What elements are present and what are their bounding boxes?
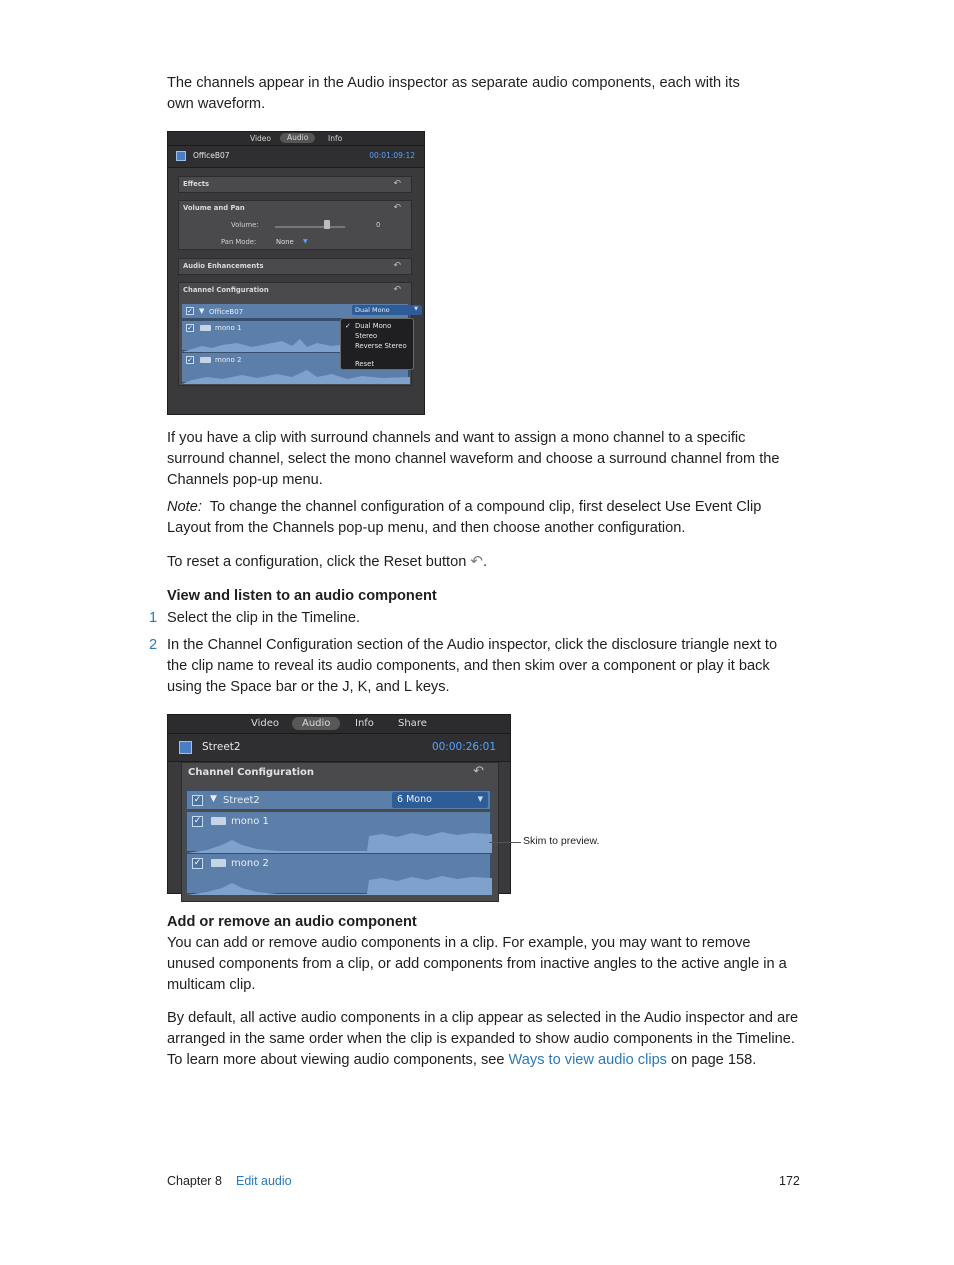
disclosure-triangle-icon[interactable]: ▼ <box>210 794 217 804</box>
component-clip-name: Street2 <box>223 795 260 806</box>
clip-icon <box>179 741 192 754</box>
channels-popup-menu[interactable] <box>340 318 414 370</box>
component-name: mono 1 <box>215 324 242 332</box>
surround-paragraph: If you have a clip with surround channels and want to assign a mono channel to a specific surround channel, select the mono channel waveform and choose a surround channel from the Channels pop-up menu. <box>167 430 780 488</box>
clip-timecode: 00:01:09:12 <box>369 151 415 160</box>
inspector-header <box>168 146 424 168</box>
section-heading: View and listen to an audio component <box>167 588 437 604</box>
reset-icon[interactable]: ↶ <box>473 764 484 779</box>
waveform[interactable] <box>187 854 492 895</box>
page-number: 172 <box>779 1174 800 1188</box>
checkbox-icon[interactable]: ✓ <box>187 356 193 364</box>
checkmark-icon: ✓ <box>345 322 351 330</box>
reset-icon: ↶ <box>470 553 483 570</box>
volume-pan-section[interactable] <box>178 200 412 250</box>
channels-popup-button[interactable] <box>352 305 422 315</box>
mono-component-row[interactable] <box>186 811 491 852</box>
menu-item-dual-mono[interactable]: Dual Mono <box>355 322 392 330</box>
channel-configuration-screenshot <box>167 714 511 894</box>
checkbox-icon[interactable]: ✓ <box>187 324 193 332</box>
step-text: Select the clip in the Timeline. <box>167 610 361 626</box>
effects-section[interactable] <box>178 176 412 193</box>
add-remove-paragraph: You can add or remove audio components in a clip. For example, you may want to remove unused components from a clip, or add components from inactive angles to the active angle in a multicam clip. <box>167 935 787 993</box>
tab-video[interactable]: Video <box>251 718 280 729</box>
volume-label: Volume: <box>231 221 259 229</box>
section-title: Effects <box>183 180 210 188</box>
audio-inspector-screenshot <box>167 131 425 415</box>
pan-mode-label: Pan Mode: <box>221 238 257 246</box>
ways-to-view-link[interactable]: Ways to view audio clips <box>508 1051 667 1068</box>
note-text: To change the channel configuration of a compound clip, first deselect Use Event Clip Layout from the Channels pop-up menu, and then choose another configuration. <box>167 499 762 536</box>
mono-component-row[interactable] <box>186 853 491 894</box>
component-name: mono 1 <box>231 816 269 827</box>
tab-audio[interactable]: Audio <box>292 717 340 730</box>
step-number: 2 <box>149 637 158 653</box>
volume-value: 0 <box>376 221 381 229</box>
chevron-down-icon[interactable]: ▼ <box>303 238 308 245</box>
reset-text-end: . <box>482 554 488 570</box>
reset-text: To reset a configuration, click the Reset button <box>167 554 467 570</box>
menu-item-reset[interactable]: Reset <box>355 360 374 368</box>
audio-enhancements-section[interactable] <box>178 258 412 275</box>
chevron-down-icon: ▼ <box>477 795 483 803</box>
menu-item-stereo[interactable]: Stereo <box>355 332 378 340</box>
clip-icon <box>176 151 186 161</box>
tab-info[interactable]: Info <box>328 134 343 143</box>
footer-chapter-link[interactable]: Edit audio <box>236 1174 292 1188</box>
clip-component-row[interactable] <box>186 790 491 810</box>
tab-audio[interactable]: Audio <box>280 133 315 143</box>
step-number: 1 <box>149 610 158 626</box>
volume-slider-track[interactable] <box>275 226 345 228</box>
component-clip-name: OfficeB07 <box>209 308 244 316</box>
channels-popup-button[interactable] <box>392 792 488 808</box>
component-name: mono 2 <box>215 356 242 364</box>
section-title: Volume and Pan <box>183 204 245 212</box>
default-text: By default, all active audio components in a clip appear as selected in the Audio inspector and are arranged in the same order when the clip is expanded to show audio components in the Timeline. To learn more about viewing audio components, see <box>167 1010 799 1068</box>
clip-timecode: 00:00:26:01 <box>431 741 496 753</box>
component-name: mono 2 <box>231 858 269 869</box>
section-title: Audio Enhancements <box>183 262 264 270</box>
tab-video[interactable]: Video <box>250 134 272 143</box>
checkbox-icon[interactable]: ✓ <box>193 858 202 868</box>
inspector-tab-bar <box>168 132 424 146</box>
popup-value: Dual Mono <box>355 306 390 314</box>
section-title: Channel Configuration <box>188 767 315 778</box>
default-paragraph <box>167 1008 799 1070</box>
step-text: In the Channel Configuration section of the Audio inspector, click the disclosure triangle next to the clip name to reveal its audio components, and then skim over a component or play it back using the Space bar or the J, K, and L keys. <box>167 637 778 695</box>
chevron-down-icon: ▼ <box>414 306 418 312</box>
volume-slider-knob[interactable] <box>324 220 330 229</box>
tab-info[interactable]: Info <box>355 718 374 729</box>
inspector-header <box>168 734 510 762</box>
tab-share[interactable]: Share <box>398 718 427 729</box>
pan-mode-value[interactable]: None <box>276 238 294 246</box>
reset-paragraph <box>167 552 799 573</box>
waveform[interactable] <box>187 812 492 853</box>
callout-line <box>489 842 521 843</box>
checkbox-icon[interactable]: ✓ <box>193 795 202 805</box>
clip-component-row[interactable] <box>181 303 418 319</box>
section-heading: Add or remove an audio component <box>167 914 417 930</box>
checkbox-icon[interactable]: ✓ <box>187 307 193 315</box>
section-title: Channel Configuration <box>183 286 269 294</box>
disclosure-triangle-icon[interactable]: ▼ <box>199 307 205 315</box>
checkbox-icon[interactable]: ✓ <box>193 816 202 826</box>
reset-icon[interactable]: ↶ <box>393 203 401 213</box>
note-label: Note: <box>167 499 202 515</box>
menu-item-reverse-stereo[interactable]: Reverse Stereo <box>355 342 407 350</box>
reset-icon[interactable]: ↶ <box>393 179 401 189</box>
inspector-tab-bar <box>168 715 510 734</box>
reset-icon[interactable]: ↶ <box>393 285 401 295</box>
footer-chapter: Chapter 8 <box>167 1174 222 1188</box>
default-text-end: on page 158. <box>671 1051 757 1068</box>
note-paragraph <box>167 497 799 539</box>
reset-icon[interactable]: ↶ <box>393 261 401 271</box>
clip-name: OfficeB07 <box>193 151 230 160</box>
callout-label: Skim to preview. <box>523 835 600 847</box>
popup-value: 6 Mono <box>397 794 432 805</box>
clip-name: Street2 <box>202 741 241 753</box>
intro-paragraph: The channels appear in the Audio inspector as separate audio components, each with its own waveform. <box>167 75 740 112</box>
